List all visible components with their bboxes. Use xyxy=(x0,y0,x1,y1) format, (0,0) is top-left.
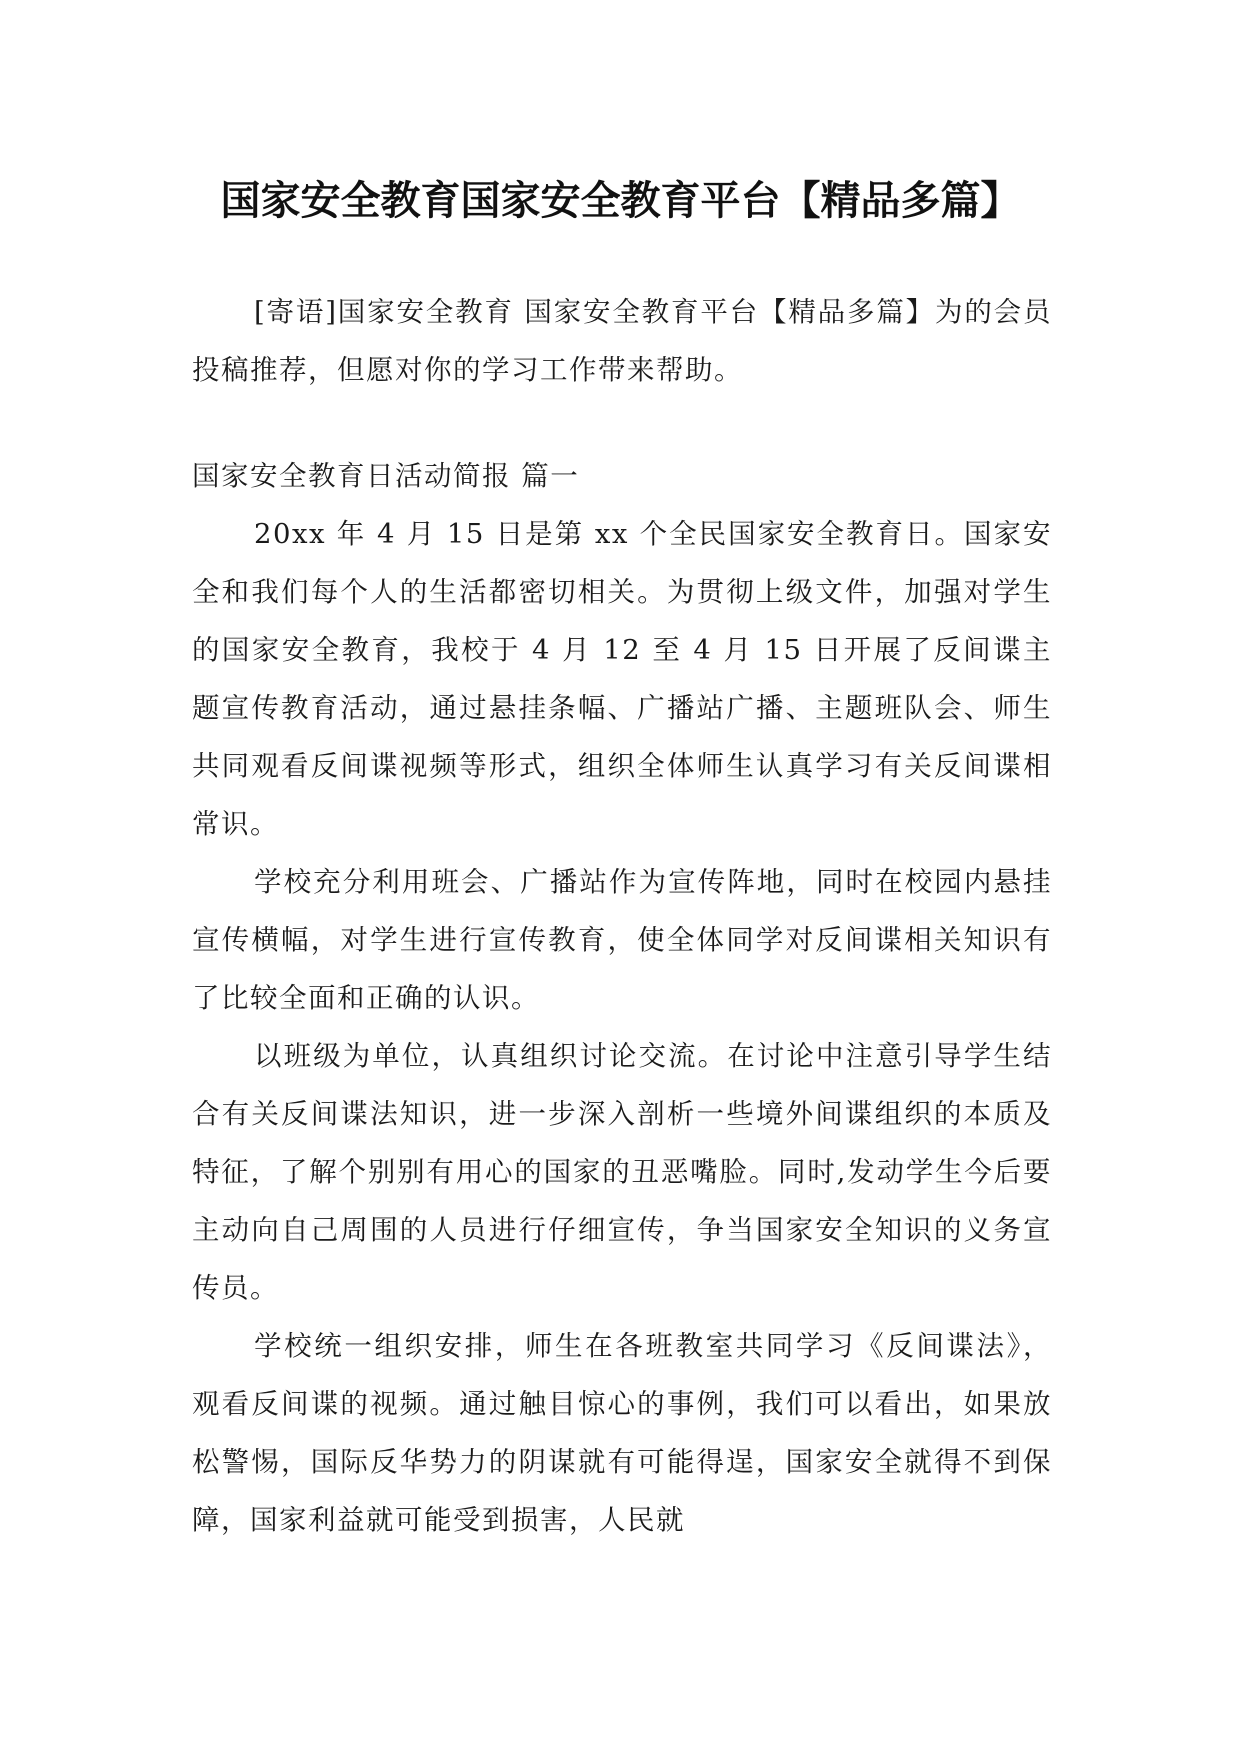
body-paragraph: 20xx 年 4 月 15 日是第 xx 个全民国家安全教育日。国家安全和我们每个人的生活都密切相关。为贯彻上级文件，加强对学生的国家安全教育，我校于 4 月 12 至 4 月 15 日开展了反间谍主题宣传教育活动，通过悬挂条幅、广播站广播、主题班队会、师生共同观看反间谍视频等形式，组织全体师生认真学习有关反间谍相常识。 xyxy=(192,518,1052,840)
body-paragraph: 学校统一组织安排，师生在各班教室共同学习《反间谍法》，观看反间谍的视频。通过触目惊心的事例，我们可以看出，如果放松警惕，国际反华势力的阴谋就有可能得逞，国家安全就得不到保障，国家利益就可能受到损害，人民就 xyxy=(192,1330,1052,1536)
document-title: 国家安全教育国家安全教育平台【精品多篇】 xyxy=(220,177,1021,224)
body-paragraph: 以班级为单位，认真组织讨论交流。在讨论中注意引导学生结合有关反间谍法知识，进一步深入剖析一些境外间谍组织的本质及特征，了解个别别有用心的国家的丑恶嘴脸。同时,发动学生今后要主动向自己周围的人员进行仔细宣传，争当国家安全知识的义务宣传员。 xyxy=(192,1040,1052,1304)
body-paragraph: 学校充分利用班会、广播站作为宣传阵地，同时在校园内悬挂宣传横幅，对学生进行宣传教育，使全体同学对反间谍相关知识有了比较全面和正确的认识。 xyxy=(192,866,1052,1014)
section-heading: 国家安全教育日活动简报 篇一 xyxy=(192,460,580,492)
document-body xyxy=(192,283,1052,1549)
intro-paragraph: [寄语]国家安全教育 国家安全教育平台【精品多篇】为的会员投稿推荐，但愿对你的学习工作带来帮助。 xyxy=(192,296,1052,386)
